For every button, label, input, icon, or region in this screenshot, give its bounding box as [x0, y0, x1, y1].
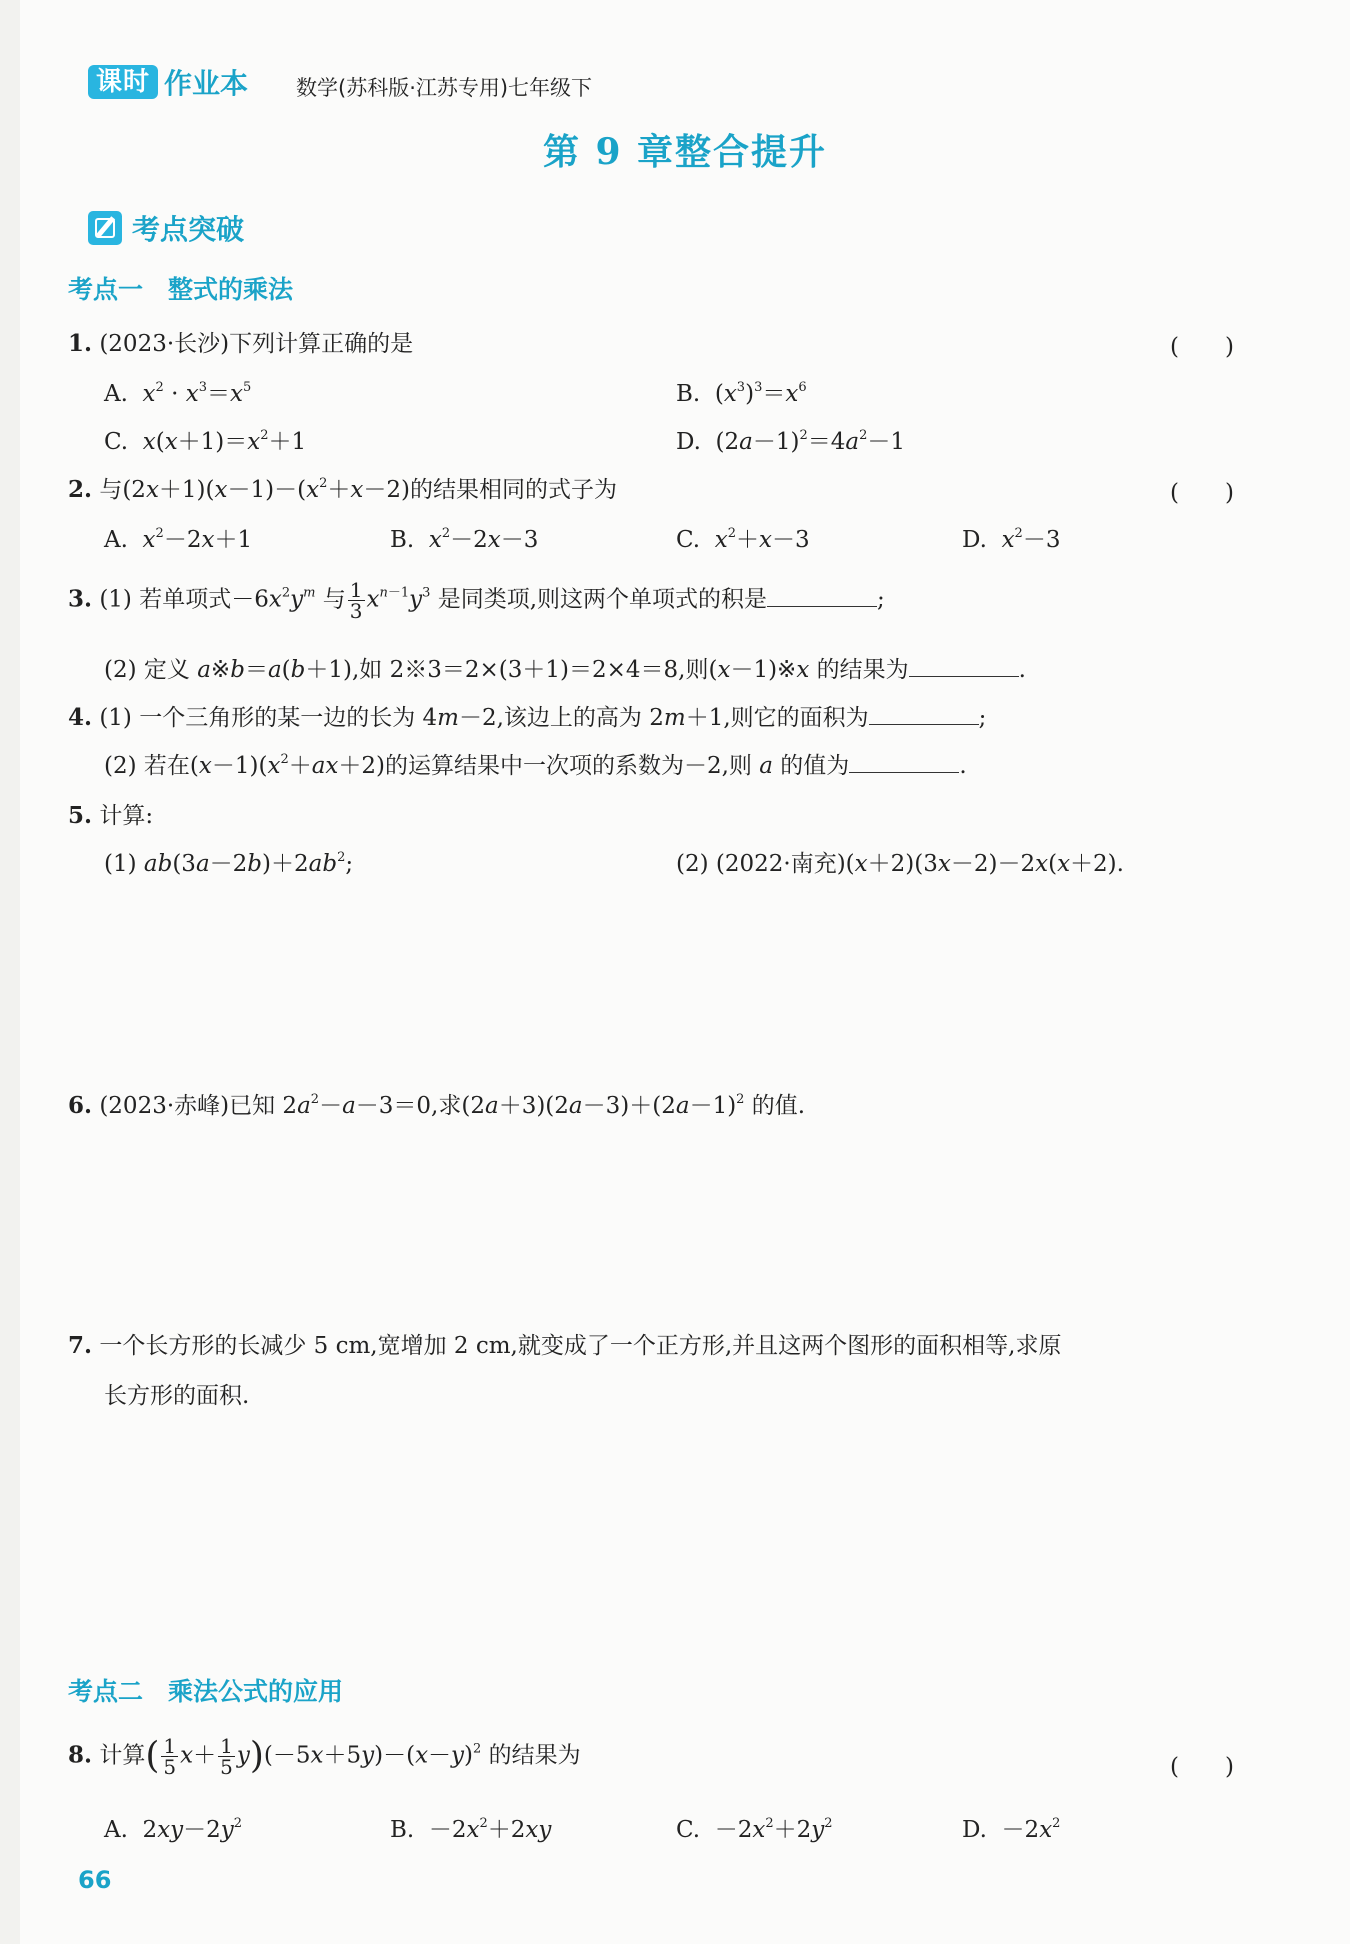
question-stem: 的结果相同的式子为	[409, 477, 617, 503]
question-number: 3.	[68, 585, 93, 613]
option-c: C. $-2x^2+2y^2$	[676, 1816, 833, 1843]
pen-edit-icon	[88, 211, 122, 245]
option-c: C. $x(x+1)=x^2+1$	[104, 428, 307, 455]
option-d: D. $-2x^2$	[962, 1816, 1061, 1843]
answer-blank[interactable]	[869, 702, 979, 725]
section-title: 考点突破	[132, 213, 245, 246]
question-5-2: (2) (2022·南充)(x＋2)(3x－2)－2x(x＋2).	[676, 851, 1124, 877]
question-number: 5.	[68, 802, 93, 829]
question-5-1: (1) $ab(3a-2b)+2ab^2$;	[104, 850, 354, 877]
question-source: (2023·长沙)	[99, 331, 230, 357]
option-a: A. $x^2-2x+1$	[104, 526, 253, 553]
question-number: 1.	[68, 330, 93, 357]
answer-blank[interactable]	[909, 654, 1019, 677]
chapter-title: 第 9 章整合提升	[542, 131, 828, 173]
option-c: C. $x^2+x-3$	[676, 526, 810, 553]
page	[20, 0, 1350, 1944]
page-number: 66	[78, 1866, 112, 1894]
option-a: A. $x^2 \cdot x^3=x^5$	[104, 380, 252, 407]
question-3-1: 3. (1) 若单项式$-6x^2y^m$ 与 $\frac{1}{3}$ $x^{n-1}y^3$ 是同类项,则这两个单项式的积是 ;	[68, 578, 885, 623]
question-4-2: (2) 若在$(x-1)(x^2+ax+2)$的运算结果中一次项的系数为－2,则 a 的值为 .	[104, 752, 967, 779]
option-d: D. $(2a-1)^2=4a^2-1$	[676, 428, 906, 455]
logo-text: 作业本	[164, 67, 249, 100]
answer-blank[interactable]	[849, 750, 959, 773]
question-3-2: (2) 定义 a※b＝a(b＋1),如 2※3＝2×(3＋1)＝2×4＝8,则(x－1)※x 的结果为 .	[104, 654, 1026, 686]
answer-paren: ( )	[1170, 1754, 1234, 1780]
answer-blank[interactable]	[767, 584, 877, 607]
question-number: 7.	[68, 1332, 93, 1359]
question-stem: 计算:	[99, 803, 154, 829]
question-6: 6. (2023·赤峰)已知 $2a^2-a-3=0$,求$(2a+3)(2a-3)+(2a-1)^2$ 的值.	[68, 1092, 806, 1119]
logo	[88, 64, 248, 100]
question-number: 6.	[68, 1092, 93, 1119]
question-7-line2: 长方形的面积.	[104, 1383, 250, 1409]
section-heading	[88, 208, 244, 248]
question-8: 8. 计算( $\frac{1}{5}$ x＋ $\frac{1}{5}$ $y)(-5x+5y)-(x-y)^2$ 的结果为	[68, 1734, 581, 1779]
topic-1: 考点一 整式的乘法	[68, 275, 294, 304]
question-2: 2. 与$(2x+1)(x-1)-(x^2+x-2)$的结果相同的式子为	[68, 476, 617, 503]
question-4-1: 4. (1) 一个三角形的某一边的长为 4m－2,该边上的高为 2m＋1,则它的面积为 ;	[68, 704, 987, 731]
option-d: D. $x^2-3$	[962, 526, 1061, 553]
question-number: 8.	[68, 1741, 93, 1769]
book-subject: 数学(苏科版·江苏专用)七年级下	[296, 76, 593, 100]
option-a: A. $2xy-2y^2$	[104, 1816, 243, 1843]
question-stem: 下列计算正确的是	[229, 331, 414, 357]
question-1	[68, 328, 413, 360]
question-stem: 一个长方形的长减少 5 cm,宽增加 2 cm,就变成了一个正方形,并且这两个图形的面积相等,求原	[99, 1333, 1062, 1359]
topic-2: 考点二 乘法公式的应用	[68, 1677, 344, 1706]
option-b: B. $(x^3)^3=x^6$	[676, 380, 807, 407]
question-7	[68, 1330, 1061, 1362]
answer-paren: ( )	[1170, 334, 1234, 360]
question-number: 4.	[68, 704, 93, 731]
answer-paren: ( )	[1170, 480, 1234, 506]
option-b: B. $-2x^2+2xy$	[390, 1816, 552, 1843]
option-b: B. $x^2-2x-3$	[390, 526, 539, 553]
question-number: 2.	[68, 476, 93, 503]
question-5	[68, 800, 153, 832]
logo-box: 课时	[88, 65, 158, 99]
